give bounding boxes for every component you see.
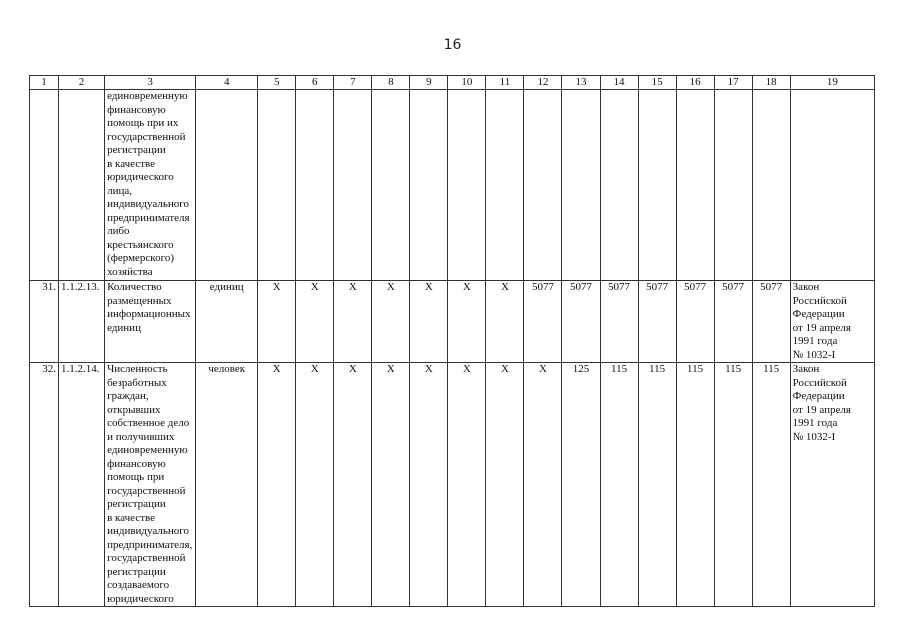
value-cell [448, 90, 486, 281]
value-cell [562, 90, 600, 281]
unit: человек [196, 363, 258, 607]
value-cell: 125 [562, 363, 600, 607]
value-cell: 5077 [562, 281, 600, 363]
value-cell: Х [296, 363, 334, 607]
column-header: 13 [562, 76, 600, 90]
column-header: 2 [59, 76, 105, 90]
column-header: 9 [410, 76, 448, 90]
indicator-name: Численность безработных граждан, открывших собственное дело и получивших единовременную финансовую помощь при государственной регистрации в качестве индивидуального предпринимателя, государственной регистрации создаваемого юридического [105, 363, 196, 607]
column-header: 18 [752, 76, 790, 90]
row-number: 32. [30, 363, 59, 607]
column-header: 17 [714, 76, 752, 90]
value-cell [486, 90, 524, 281]
value-cell: 5077 [600, 281, 638, 363]
table-row [30, 363, 875, 607]
value-cell: 115 [600, 363, 638, 607]
value-cell: 5077 [752, 281, 790, 363]
column-header: 15 [638, 76, 676, 90]
value-cell: Х [334, 363, 372, 607]
value-cell [714, 90, 752, 281]
indicator-name: Количество размещенных информационных единиц [105, 281, 196, 363]
row-number: 31. [30, 281, 59, 363]
table-row [30, 281, 875, 363]
column-header: 19 [790, 76, 874, 90]
value-cell: Х [410, 281, 448, 363]
value-cell: 5077 [714, 281, 752, 363]
table-row [30, 90, 875, 281]
column-header: 6 [296, 76, 334, 90]
indicators-table [29, 75, 875, 607]
legal-basis: Закон Российской Федерации от 19 апреля 1991 года № 1032-I [790, 281, 874, 363]
value-cell [600, 90, 638, 281]
legal-basis [790, 90, 874, 281]
legal-basis: Закон Российской Федерации от 19 апреля 1991 года № 1032-I [790, 363, 874, 607]
value-cell: Х [296, 281, 334, 363]
value-cell: Х [372, 363, 410, 607]
value-cell [524, 90, 562, 281]
value-cell: 115 [638, 363, 676, 607]
value-cell: Х [258, 281, 296, 363]
value-cell: 115 [752, 363, 790, 607]
value-cell: 5077 [676, 281, 714, 363]
column-header: 16 [676, 76, 714, 90]
column-header: 8 [372, 76, 410, 90]
column-header: 12 [524, 76, 562, 90]
value-cell: Х [372, 281, 410, 363]
unit: единиц [196, 281, 258, 363]
value-cell: Х [448, 363, 486, 607]
value-cell: 115 [714, 363, 752, 607]
value-cell: Х [486, 363, 524, 607]
value-cell [372, 90, 410, 281]
page-number: 16 [443, 37, 462, 53]
indicator-name: единовременную финансовую помощь при их государственной регистрации в качестве юридического лица, индивидуального предпринимателя либо крестьянского (фермерского) хозяйства [105, 90, 196, 281]
column-header: 4 [196, 76, 258, 90]
value-cell [296, 90, 334, 281]
column-header: 3 [105, 76, 196, 90]
value-cell: 5077 [638, 281, 676, 363]
value-cell [410, 90, 448, 281]
row-code: 1.1.2.13. [59, 281, 105, 363]
column-header: 14 [600, 76, 638, 90]
column-header: 11 [486, 76, 524, 90]
column-header: 10 [448, 76, 486, 90]
value-cell [752, 90, 790, 281]
column-header: 1 [30, 76, 59, 90]
column-header: 7 [334, 76, 372, 90]
value-cell: Х [524, 363, 562, 607]
unit [196, 90, 258, 281]
value-cell: Х [486, 281, 524, 363]
value-cell: Х [334, 281, 372, 363]
column-number-row [30, 76, 875, 90]
row-number [30, 90, 59, 281]
value-cell: Х [258, 363, 296, 607]
row-code [59, 90, 105, 281]
value-cell: Х [410, 363, 448, 607]
column-header: 5 [258, 76, 296, 90]
value-cell [638, 90, 676, 281]
row-code: 1.1.2.14. [59, 363, 105, 607]
value-cell: 5077 [524, 281, 562, 363]
value-cell: Х [448, 281, 486, 363]
value-cell [258, 90, 296, 281]
value-cell [334, 90, 372, 281]
value-cell: 115 [676, 363, 714, 607]
value-cell [676, 90, 714, 281]
